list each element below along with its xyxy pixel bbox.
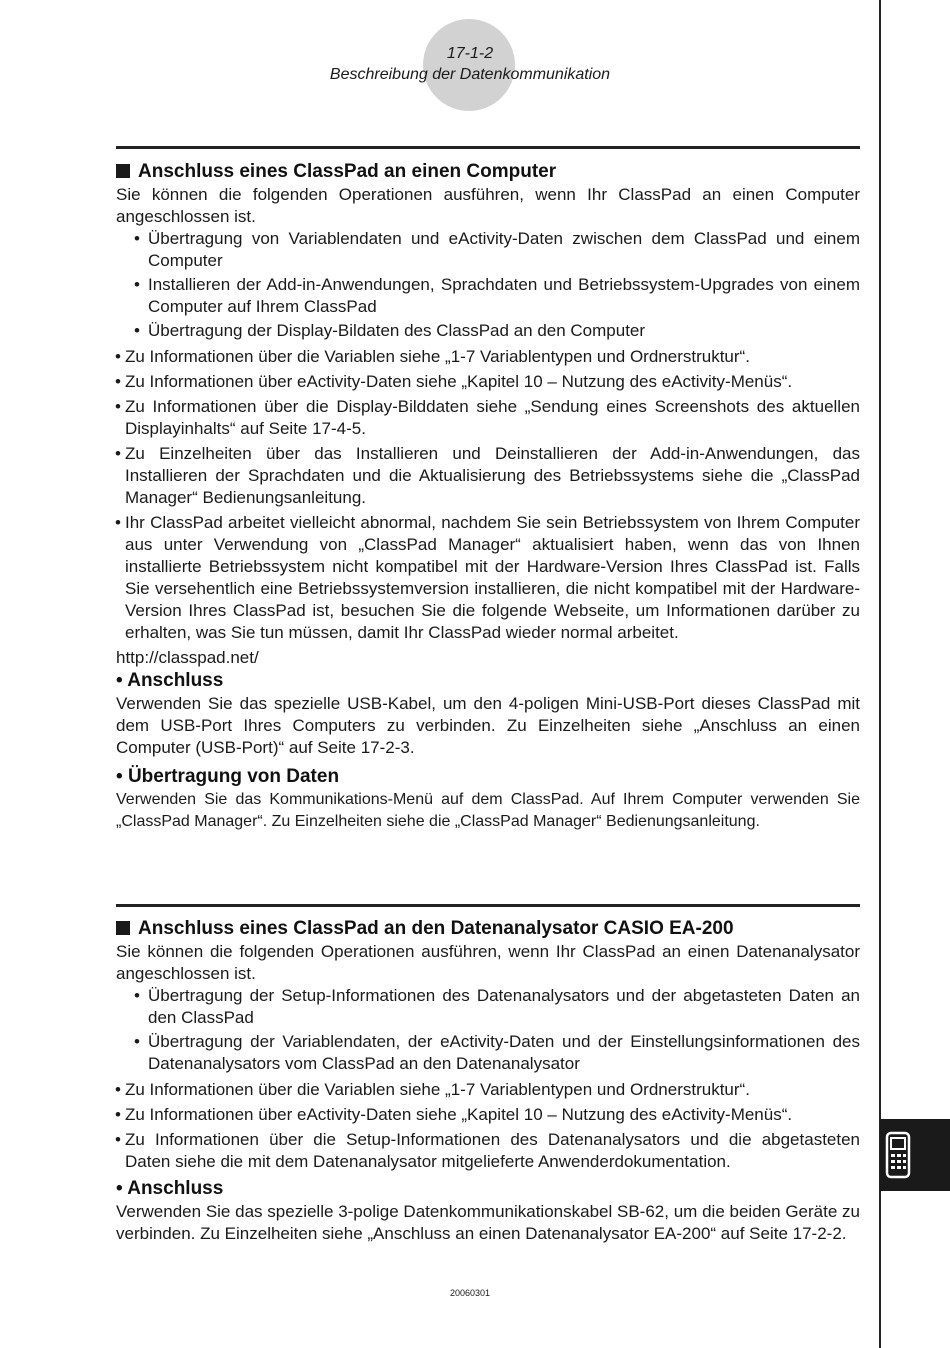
footer-code: 20060301 <box>449 1288 491 1298</box>
square-bullet-icon <box>116 921 130 935</box>
data-transfer-text: Verwenden Sie das Kommunikations-Menü auf dem ClassPad. Auf Ihrem Computer verwenden Sie „ClassPad Manager“. Zu Einzelheiten siehe die „ClassPad Manager“ Bedienungsanleitung. <box>116 791 860 830</box>
notes-list <box>116 1079 860 1173</box>
classpad-url: http://classpad.net/ <box>116 648 259 667</box>
note-item: • Zu Informationen über die Display-Bilddaten siehe „Sendung eines Screenshots des aktuellen Displayinhalts“ auf Seite 17-4-5. <box>125 396 860 440</box>
section-computer <box>116 160 860 833</box>
chapter-side-tab <box>880 1119 950 1191</box>
section-heading: Anschluss eines ClassPad an einen Computer <box>116 160 860 184</box>
notes-list <box>116 346 860 644</box>
subheading-connection: • Anschluss <box>116 1178 224 1199</box>
section-data-analyzer <box>116 917 860 1245</box>
note-item: • Zu Informationen über die Variablen siehe „1-7 Variablentypen und Ordnerstruktur“. <box>125 1079 860 1101</box>
calculator-icon <box>884 1131 914 1179</box>
page-number: 17-1-2 <box>446 45 494 62</box>
note-item: • Zu Einzelheiten über das Installieren und Deinstallieren der Add-in-Anwendungen, das Installieren der Sprachdaten und die Aktualisierung des Betriebssystems siehe die „ClassPad Manager“ Bedienungsanleitung. <box>125 443 860 509</box>
list-item: • Installieren der Add-in-Anwendungen, Sprachdaten und Betriebssystem-Upgrades von einem Computer auf Ihrem ClassPad <box>148 274 860 318</box>
list-item: • Übertragung von Variablendaten und eActivity-Daten zwischen dem ClassPad und einem Computer <box>148 228 860 272</box>
note-item: • Zu Informationen über die Setup-Informationen des Datenanalysators und die abgetasteten Daten siehe die mit dem Datenanalysator mitgelieferte Anwenderdokumentation. <box>125 1129 860 1173</box>
list-item: • Übertragung der Setup-Informationen des Datenanalysators und der abgetasteten Daten an den ClassPad <box>148 985 860 1029</box>
note-item: • Zu Informationen über die Variablen siehe „1-7 Variablentypen und Ordnerstruktur“. <box>125 346 860 368</box>
connection-text: Verwenden Sie das spezielle 3-polige Datenkommunikationskabel SB-62, um die beiden Geräte zu verbinden. Zu Einzelheiten siehe „Anschluss an einen Datenanalysator EA-200“ auf Seite 17-2-2. <box>116 1202 860 1243</box>
section-intro: Sie können die folgenden Operationen ausführen, wenn Ihr ClassPad an einen Datenanalysator angeschlossen ist. <box>116 942 860 983</box>
subheading-connection: • Anschluss <box>116 670 224 691</box>
operations-list <box>116 228 860 342</box>
note-item: • Ihr ClassPad arbeitet vielleicht abnormal, nachdem Sie sein Betriebssystem von Ihrem Computer aus unter Verwendung von „ClassPad Manager“ aktualisiert haben, wenn das von Ihnen installierte Betriebssystem nicht kompatibel mit der Hardware-Version Ihres ClassPad ist. Falls Sie versehentlich eine Betriebssystemversion installieren, die nicht kompatibel mit der Hardware-Version Ihres ClassPad ist, besuchen Sie die folgende Webseite, um Informationen darüber zu erhalten, was Sie tun müssen, damit Ihr ClassPad wieder normal arbeitet. <box>125 512 860 644</box>
operations-list <box>116 985 860 1075</box>
note-item: • Zu Informationen über eActivity-Daten siehe „Kapitel 10 – Nutzung des eActivity-Menüs“. <box>125 1104 860 1126</box>
note-item: • Zu Informationen über eActivity-Daten siehe „Kapitel 10 – Nutzung des eActivity-Menüs“. <box>125 371 860 393</box>
list-item: • Übertragung der Variablendaten, der eActivity-Daten und der Einstellungsinformationen des Datenanalysators vom ClassPad an den Datenanalysator <box>148 1031 860 1075</box>
list-item: • Übertragung der Display-Bildaten des ClassPad an den Computer <box>148 320 860 342</box>
section-intro: Sie können die folgenden Operationen ausführen, wenn Ihr ClassPad an einen Computer angeschlossen ist. <box>116 185 860 226</box>
connection-text: Verwenden Sie das spezielle USB-Kabel, um den 4-poligen Mini-USB-Port dieses ClassPad mit dem USB-Port Ihres Computers zu verbinden. Zu Einzelheiten siehe „Anschluss an einen Computer (USB-Port)“ auf Seite 17-2-3. <box>116 694 860 757</box>
section-divider <box>116 904 860 907</box>
header-circle <box>423 19 515 111</box>
section-divider <box>116 146 860 149</box>
subheading-data-transfer: • Übertragung von Daten <box>116 766 340 787</box>
square-bullet-icon <box>116 164 130 178</box>
chapter-title: Beschreibung der Datenkommunikation <box>329 66 611 83</box>
section-heading: Anschluss eines ClassPad an den Datenanalysator CASIO EA-200 <box>116 917 860 941</box>
